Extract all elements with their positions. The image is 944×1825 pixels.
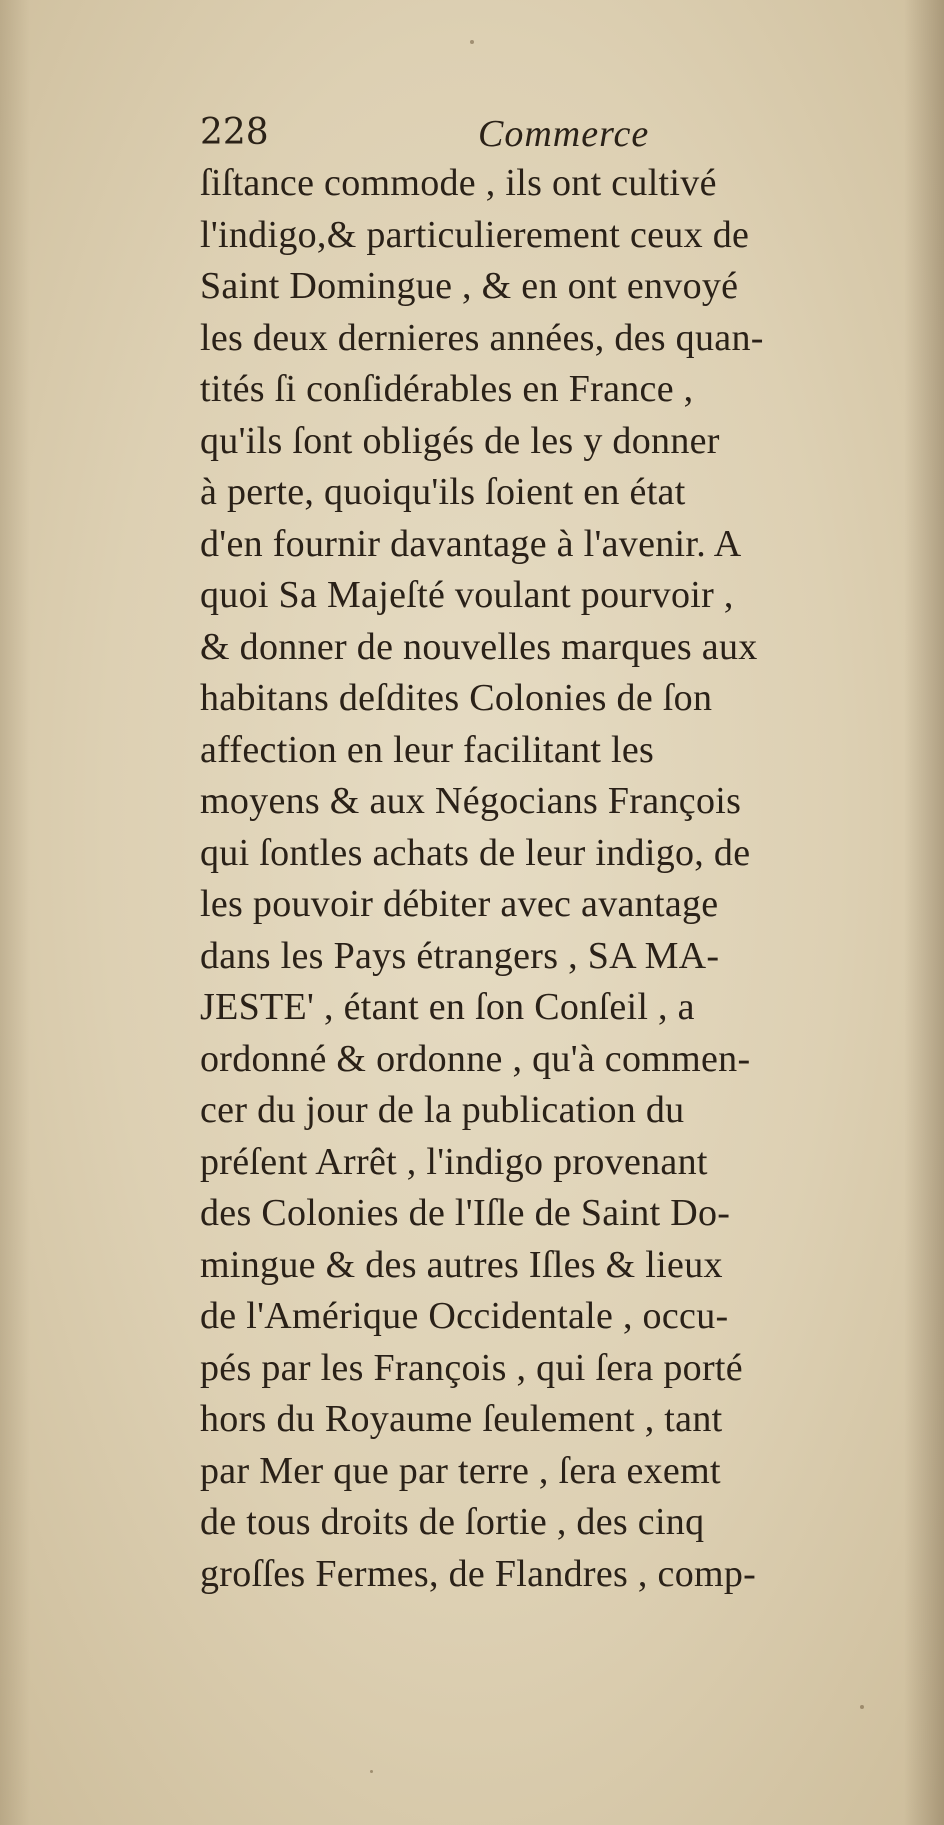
page-header — [200, 112, 900, 160]
page-number: 228 — [200, 112, 269, 153]
text-line: qu'ils ſont obligés de les y donner — [200, 419, 720, 462]
text-line: cer du jour de la publication du — [200, 1089, 685, 1131]
running-title: Commerce — [478, 113, 650, 155]
text-line: les deux dernieres années, des quan- — [200, 316, 764, 359]
text-line: par Mer que par terre , ſera exemt — [200, 1449, 721, 1492]
text-line: groſſes Fermes, de Flandres , comp- — [200, 1552, 757, 1595]
text-line: & donner de nouvelles marques aux — [200, 625, 758, 668]
text-line: ordonné & ordonne , qu'à commen- — [200, 1037, 751, 1080]
text-line: pés par les François , qui ſera porté — [200, 1346, 743, 1389]
paper-speck — [860, 1705, 864, 1709]
text-line: l'indigo,& particulierement ceux de — [200, 213, 750, 256]
text-line: des Colonies de l'Iſle de Saint Do- — [200, 1192, 731, 1234]
text-line: Saint Domingue , & en ont envoyé — [200, 265, 739, 307]
paper-speck — [370, 1770, 373, 1773]
text-line: de l'Amérique Occidentale , occu- — [200, 1295, 729, 1337]
text-line: affection en leur facilitant les — [200, 728, 655, 771]
text-line: habitans deſdites Colonies de ſon — [200, 677, 713, 719]
body-text — [200, 158, 930, 1600]
text-line: à perte, quoiqu'ils ſoient en état — [200, 471, 686, 513]
text-line: mingue & des autres Iſles & lieux — [200, 1243, 723, 1286]
text-line: dans les Pays étrangers , SA MA- — [200, 934, 720, 977]
text-line: moyens & aux Négocians François — [200, 780, 742, 822]
paper-speck — [470, 40, 474, 44]
text-line: d'en fournir davantage à l'avenir. A — [200, 522, 742, 565]
text-line: tités ſi conſidérables en France , — [200, 368, 694, 410]
text-line: JESTE' , étant en ſon Conſeil , a — [200, 986, 695, 1028]
gutter-shadow — [0, 0, 30, 1825]
text-line: qui ſontles achats de leur indigo, de — [200, 831, 751, 874]
text-line: ſiſtance commode , ils ont cultivé — [200, 162, 717, 204]
text-line: préſent Arrêt , l'indigo provenant — [200, 1140, 708, 1183]
text-line: les pouvoir débiter avec avantage — [200, 883, 719, 925]
text-line: de tous droits de ſortie , des cinq — [200, 1501, 705, 1543]
text-line: quoi Sa Majeſté voulant pourvoir , — [200, 574, 734, 616]
text-line: hors du Royaume ſeulement , tant — [200, 1398, 723, 1440]
